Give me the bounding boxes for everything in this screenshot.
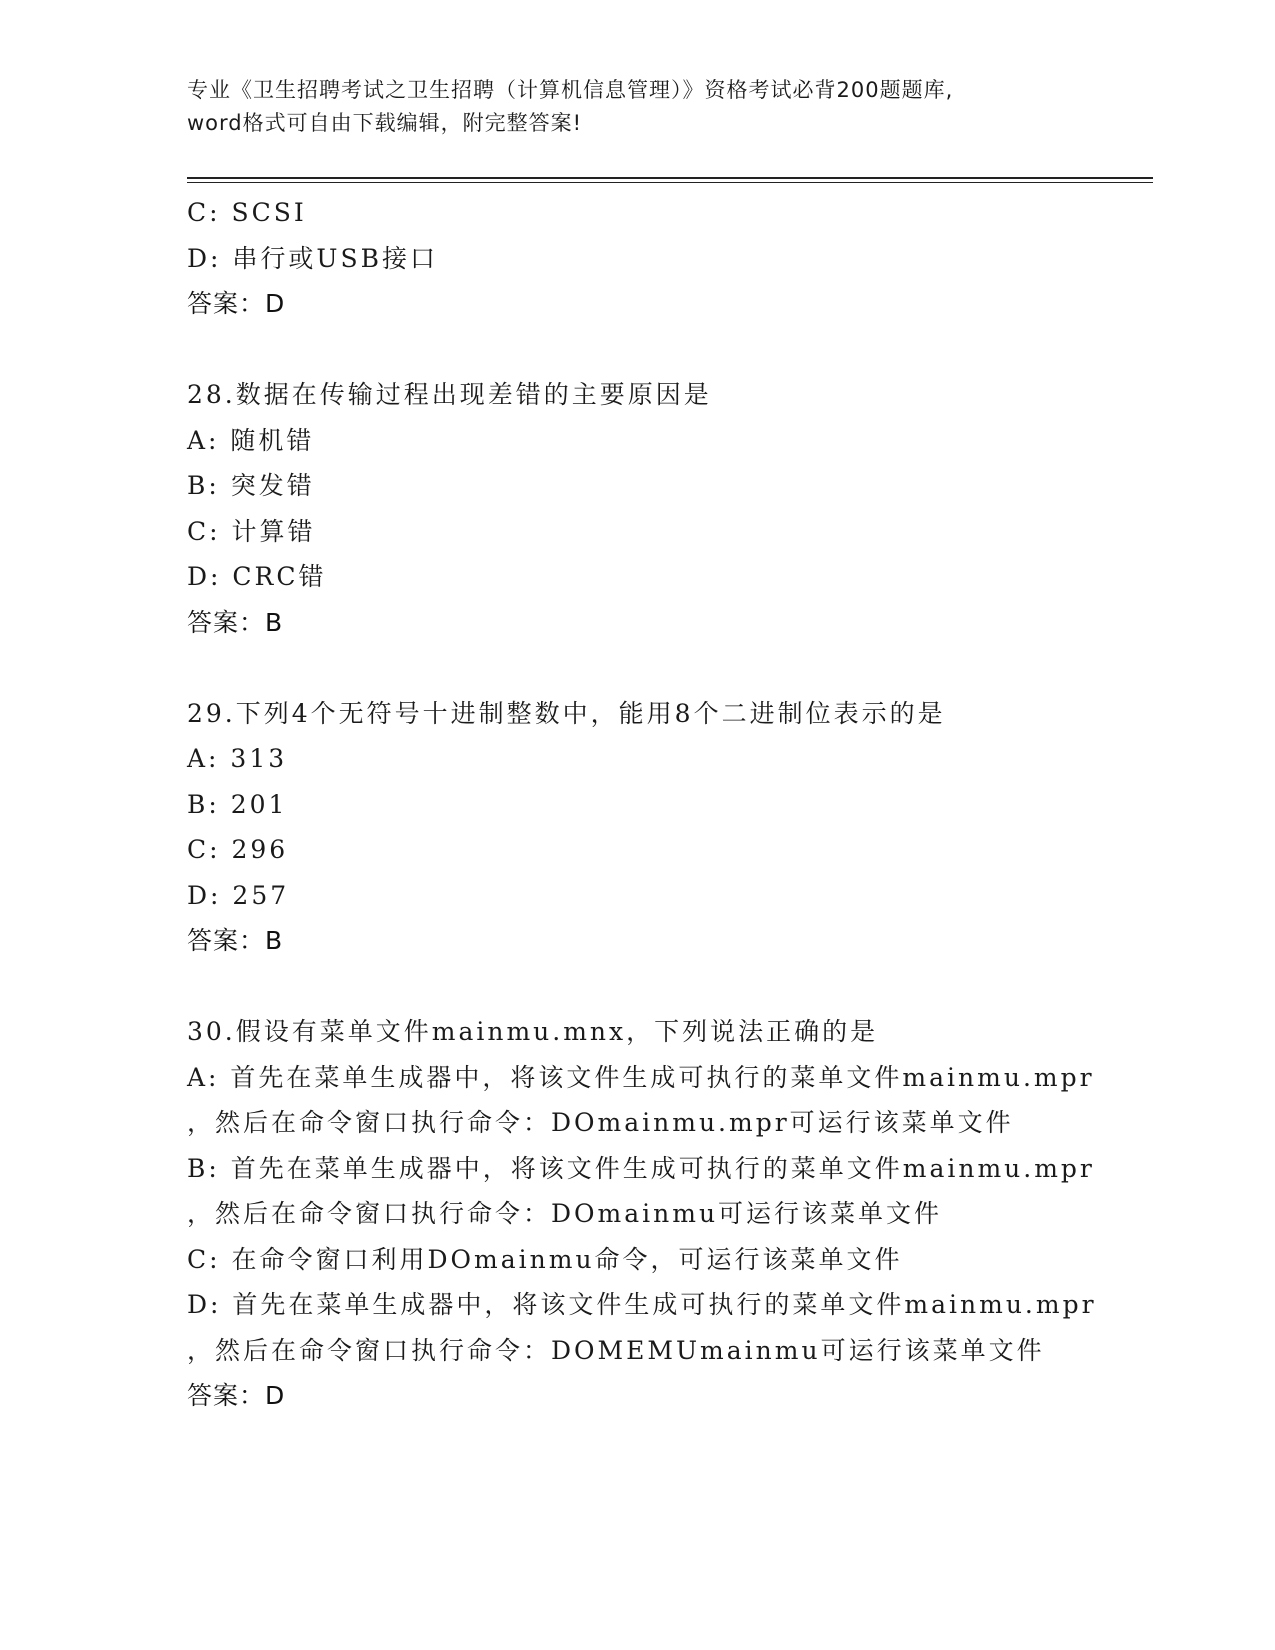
option-c: C: 296	[187, 835, 289, 864]
question-text: 29.下列4个无符号十进制整数中，能用8个二进制位表示的是	[187, 698, 946, 728]
question-list	[187, 190, 1147, 1419]
option-c: C: SCSI	[187, 198, 307, 227]
header-divider-thin	[187, 182, 1153, 183]
answer-line: 答案：B	[187, 607, 284, 637]
spacer	[187, 327, 1147, 373]
document-header	[187, 74, 1087, 140]
option-a: A: 随机错	[187, 425, 315, 455]
spacer	[187, 964, 1147, 1010]
option-d-continued: ，然后在命令窗口执行命令：DOMEMUmainmu可运行该菜单文件	[187, 1335, 1045, 1365]
spacer	[187, 645, 1147, 691]
option-b-continued: ，然后在命令窗口执行命令：DOmainmu可运行该菜单文件	[187, 1199, 943, 1228]
question-30	[187, 1009, 1147, 1419]
answer-line: 答案：D	[187, 289, 286, 318]
header-divider-thick	[187, 177, 1153, 179]
question-text: 28.数据在传输过程出现差错的主要原因是	[187, 380, 712, 409]
answer-line: 答案：D	[187, 1381, 286, 1410]
option-c: C: 计算错	[187, 516, 316, 546]
question-28	[187, 372, 1147, 645]
option-b: B: 201	[187, 789, 288, 819]
option-a-continued: ，然后在命令窗口执行命令：DOmainmu.mpr可运行该菜单文件	[187, 1108, 1014, 1137]
question-29	[187, 691, 1147, 964]
option-b: B: 突发错	[187, 471, 315, 500]
question-27-partial	[187, 190, 1147, 327]
option-c: C: 在命令窗口利用DOmainmu命令，可运行该菜单文件	[187, 1244, 903, 1274]
option-d: D: 257	[187, 880, 290, 910]
option-a: A: 313	[187, 744, 288, 773]
option-d: D: 首先在菜单生成器中，将该文件生成可执行的菜单文件mainmu.mpr	[187, 1290, 1097, 1319]
answer-line: 答案：B	[187, 926, 284, 955]
question-text: 30.假设有菜单文件mainmu.mnx，下列说法正确的是	[187, 1017, 879, 1046]
option-a: A: 首先在菜单生成器中，将该文件生成可执行的菜单文件mainmu.mpr	[187, 1062, 1095, 1092]
option-d: D: 串行或USB接口	[187, 243, 438, 273]
header-title-line: 专业《卫生招聘考试之卫生招聘（计算机信息管理）》资格考试必背200题题库,	[187, 78, 954, 102]
option-b: B: 首先在菜单生成器中，将该文件生成可执行的菜单文件mainmu.mpr	[187, 1153, 1095, 1183]
option-d: D: CRC错	[187, 562, 327, 591]
header-subtitle-line: word格式可自由下载编辑，附完整答案!	[187, 111, 583, 135]
